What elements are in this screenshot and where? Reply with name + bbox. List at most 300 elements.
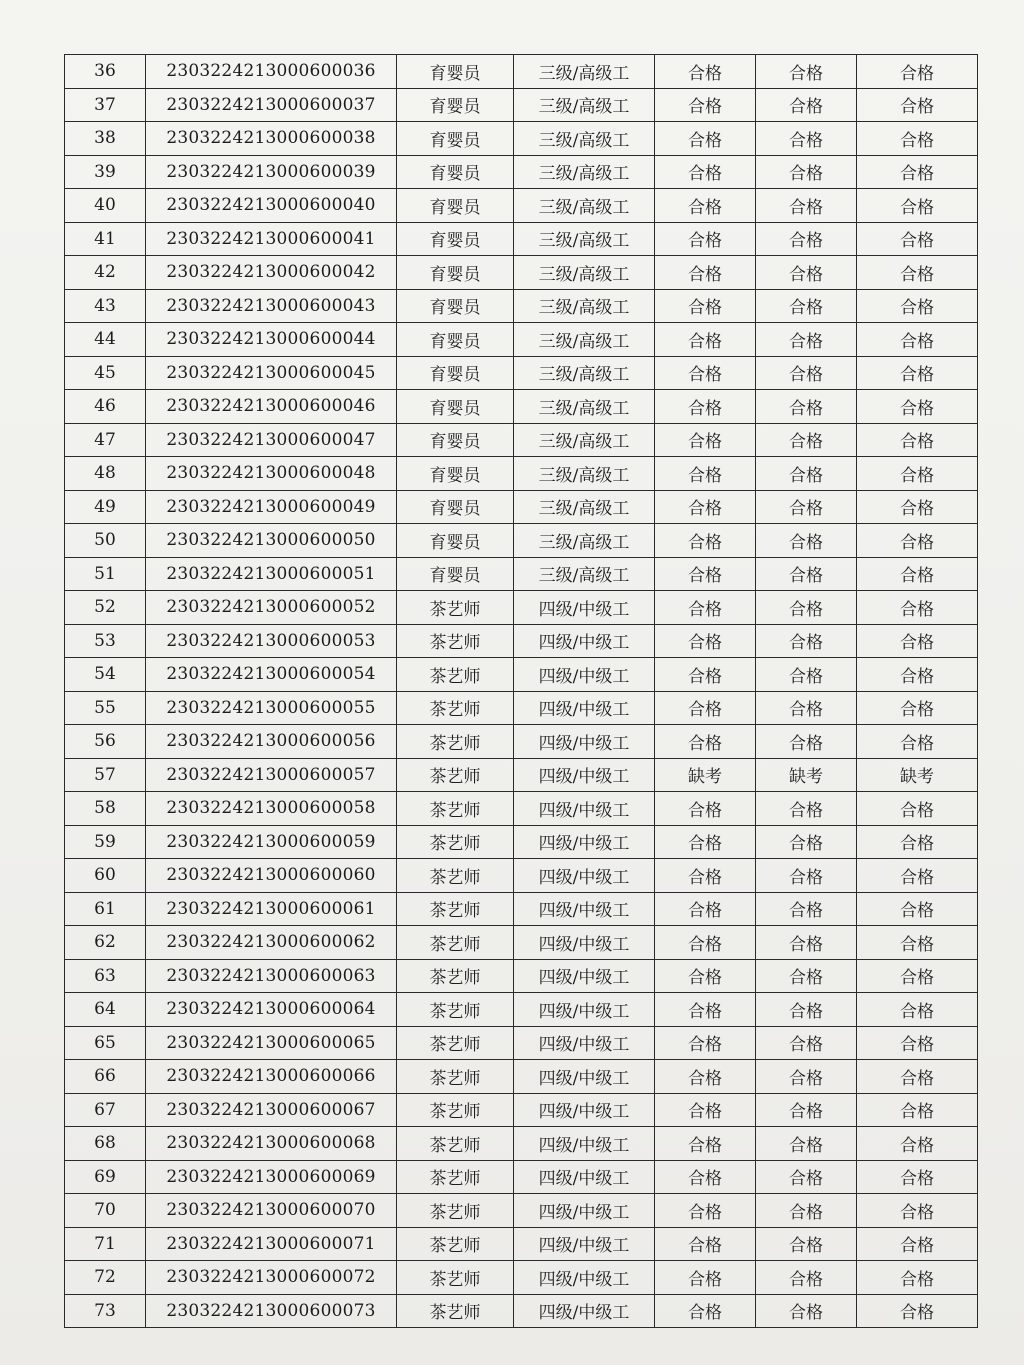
row-number-cell: 72 — [65, 1261, 146, 1295]
skill-level-cell: 三级/高级工 — [514, 524, 655, 558]
occupation-cell: 育婴员 — [397, 457, 514, 491]
certificate-id-cell: 2303224213000600072 — [146, 1261, 397, 1295]
skill-level-cell: 四级/中级工 — [514, 758, 655, 792]
row-number-cell: 62 — [65, 926, 146, 960]
result-1-cell: 合格 — [655, 88, 756, 122]
table-row — [65, 155, 978, 189]
table-row — [65, 959, 978, 993]
row-number-cell: 38 — [65, 122, 146, 156]
certificate-id-cell: 2303224213000600052 — [146, 591, 397, 625]
skill-level-cell: 三级/高级工 — [514, 423, 655, 457]
table-row — [65, 1227, 978, 1261]
result-2-cell: 合格 — [756, 624, 857, 658]
occupation-cell: 育婴员 — [397, 256, 514, 290]
certificate-id-cell: 2303224213000600071 — [146, 1227, 397, 1261]
row-number-cell: 50 — [65, 524, 146, 558]
result-2-cell: 合格 — [756, 1060, 857, 1094]
occupation-cell: 茶艺师 — [397, 1160, 514, 1194]
result-2-cell: 合格 — [756, 390, 857, 424]
result-3-cell: 合格 — [857, 1294, 978, 1328]
certificate-id-cell: 2303224213000600050 — [146, 524, 397, 558]
occupation-cell: 育婴员 — [397, 122, 514, 156]
table-row — [65, 1060, 978, 1094]
result-3-cell: 合格 — [857, 557, 978, 591]
skill-level-cell: 四级/中级工 — [514, 1026, 655, 1060]
result-3-cell: 合格 — [857, 993, 978, 1027]
certificate-id-cell: 2303224213000600068 — [146, 1127, 397, 1161]
result-1-cell: 合格 — [655, 725, 756, 759]
row-number-cell: 54 — [65, 658, 146, 692]
result-2-cell: 合格 — [756, 557, 857, 591]
row-number-cell: 41 — [65, 222, 146, 256]
certificate-id-cell: 2303224213000600059 — [146, 825, 397, 859]
table-row — [65, 323, 978, 357]
result-2-cell: 合格 — [756, 1294, 857, 1328]
row-number-cell: 42 — [65, 256, 146, 290]
row-number-cell: 63 — [65, 959, 146, 993]
table-row — [65, 1026, 978, 1060]
occupation-cell: 茶艺师 — [397, 591, 514, 625]
skill-level-cell: 四级/中级工 — [514, 892, 655, 926]
row-number-cell: 58 — [65, 792, 146, 826]
skill-level-cell: 四级/中级工 — [514, 1194, 655, 1228]
result-2-cell: 合格 — [756, 825, 857, 859]
row-number-cell: 37 — [65, 88, 146, 122]
certificate-id-cell: 2303224213000600058 — [146, 792, 397, 826]
result-2-cell: 合格 — [756, 591, 857, 625]
certificate-id-cell: 2303224213000600044 — [146, 323, 397, 357]
result-1-cell: 合格 — [655, 1127, 756, 1161]
result-1-cell: 缺考 — [655, 758, 756, 792]
certificate-id-cell: 2303224213000600036 — [146, 55, 397, 89]
result-1-cell: 合格 — [655, 423, 756, 457]
result-3-cell: 合格 — [857, 423, 978, 457]
result-3-cell: 合格 — [857, 256, 978, 290]
certificate-id-cell: 2303224213000600051 — [146, 557, 397, 591]
row-number-cell: 51 — [65, 557, 146, 591]
row-number-cell: 55 — [65, 691, 146, 725]
table-row — [65, 859, 978, 893]
certificate-id-cell: 2303224213000600040 — [146, 189, 397, 223]
result-2-cell: 合格 — [756, 892, 857, 926]
result-2-cell: 合格 — [756, 189, 857, 223]
certificate-id-cell: 2303224213000600041 — [146, 222, 397, 256]
result-1-cell: 合格 — [655, 457, 756, 491]
certificate-id-cell: 2303224213000600048 — [146, 457, 397, 491]
skill-level-cell: 三级/高级工 — [514, 323, 655, 357]
result-2-cell: 合格 — [756, 524, 857, 558]
occupation-cell: 茶艺师 — [397, 859, 514, 893]
result-1-cell: 合格 — [655, 1060, 756, 1094]
row-number-cell: 40 — [65, 189, 146, 223]
skill-level-cell: 三级/高级工 — [514, 390, 655, 424]
certificate-id-cell: 2303224213000600055 — [146, 691, 397, 725]
table-row — [65, 1194, 978, 1228]
table-row — [65, 691, 978, 725]
skill-level-cell: 四级/中级工 — [514, 1261, 655, 1295]
skill-level-cell: 四级/中级工 — [514, 1227, 655, 1261]
row-number-cell: 69 — [65, 1160, 146, 1194]
occupation-cell: 育婴员 — [397, 55, 514, 89]
result-1-cell: 合格 — [655, 1160, 756, 1194]
result-2-cell: 合格 — [756, 289, 857, 323]
row-number-cell: 59 — [65, 825, 146, 859]
skill-level-cell: 四级/中级工 — [514, 1060, 655, 1094]
certificate-id-cell: 2303224213000600053 — [146, 624, 397, 658]
result-1-cell: 合格 — [655, 691, 756, 725]
occupation-cell: 育婴员 — [397, 524, 514, 558]
skill-level-cell: 三级/高级工 — [514, 155, 655, 189]
result-1-cell: 合格 — [655, 1026, 756, 1060]
skill-level-cell: 四级/中级工 — [514, 691, 655, 725]
result-2-cell: 合格 — [756, 725, 857, 759]
result-1-cell: 合格 — [655, 122, 756, 156]
result-3-cell: 合格 — [857, 792, 978, 826]
result-2-cell: 合格 — [756, 88, 857, 122]
result-2-cell: 合格 — [756, 155, 857, 189]
skill-level-cell: 四级/中级工 — [514, 624, 655, 658]
certificate-id-cell: 2303224213000600065 — [146, 1026, 397, 1060]
row-number-cell: 57 — [65, 758, 146, 792]
row-number-cell: 70 — [65, 1194, 146, 1228]
certificate-id-cell: 2303224213000600063 — [146, 959, 397, 993]
result-2-cell: 合格 — [756, 691, 857, 725]
occupation-cell: 茶艺师 — [397, 658, 514, 692]
result-3-cell: 合格 — [857, 959, 978, 993]
table-row — [65, 758, 978, 792]
occupation-cell: 茶艺师 — [397, 1261, 514, 1295]
occupation-cell: 育婴员 — [397, 189, 514, 223]
result-3-cell: 合格 — [857, 55, 978, 89]
result-1-cell: 合格 — [655, 356, 756, 390]
row-number-cell: 73 — [65, 1294, 146, 1328]
row-number-cell: 46 — [65, 390, 146, 424]
result-1-cell: 合格 — [655, 256, 756, 290]
result-1-cell: 合格 — [655, 1194, 756, 1228]
result-1-cell: 合格 — [655, 792, 756, 826]
result-2-cell: 合格 — [756, 959, 857, 993]
result-1-cell: 合格 — [655, 323, 756, 357]
skill-level-cell: 四级/中级工 — [514, 792, 655, 826]
result-1-cell: 合格 — [655, 1227, 756, 1261]
result-2-cell: 合格 — [756, 1261, 857, 1295]
skill-level-cell: 三级/高级工 — [514, 122, 655, 156]
skill-level-cell: 四级/中级工 — [514, 825, 655, 859]
result-3-cell: 合格 — [857, 1261, 978, 1295]
skill-level-cell: 三级/高级工 — [514, 256, 655, 290]
occupation-cell: 育婴员 — [397, 88, 514, 122]
occupation-cell: 育婴员 — [397, 490, 514, 524]
result-3-cell: 合格 — [857, 490, 978, 524]
result-3-cell: 合格 — [857, 725, 978, 759]
result-2-cell: 合格 — [756, 1026, 857, 1060]
occupation-cell: 育婴员 — [397, 356, 514, 390]
row-number-cell: 43 — [65, 289, 146, 323]
skill-level-cell: 三级/高级工 — [514, 88, 655, 122]
result-2-cell: 合格 — [756, 423, 857, 457]
result-2-cell: 合格 — [756, 356, 857, 390]
skill-level-cell: 三级/高级工 — [514, 490, 655, 524]
result-2-cell: 合格 — [756, 792, 857, 826]
result-3-cell: 合格 — [857, 1127, 978, 1161]
result-3-cell: 合格 — [857, 658, 978, 692]
result-1-cell: 合格 — [655, 658, 756, 692]
occupation-cell: 育婴员 — [397, 222, 514, 256]
result-1-cell: 合格 — [655, 490, 756, 524]
result-3-cell: 合格 — [857, 524, 978, 558]
row-number-cell: 71 — [65, 1227, 146, 1261]
table-row — [65, 1127, 978, 1161]
result-1-cell: 合格 — [655, 1261, 756, 1295]
result-2-cell: 合格 — [756, 222, 857, 256]
skill-level-cell: 四级/中级工 — [514, 926, 655, 960]
row-number-cell: 68 — [65, 1127, 146, 1161]
occupation-cell: 茶艺师 — [397, 758, 514, 792]
row-number-cell: 48 — [65, 457, 146, 491]
occupation-cell: 育婴员 — [397, 289, 514, 323]
occupation-cell: 育婴员 — [397, 323, 514, 357]
result-1-cell: 合格 — [655, 222, 756, 256]
result-1-cell: 合格 — [655, 390, 756, 424]
row-number-cell: 56 — [65, 725, 146, 759]
table-row — [65, 390, 978, 424]
result-2-cell: 合格 — [756, 323, 857, 357]
certificate-id-cell: 2303224213000600067 — [146, 1093, 397, 1127]
table-row — [65, 356, 978, 390]
certificate-id-cell: 2303224213000600049 — [146, 490, 397, 524]
result-3-cell: 合格 — [857, 356, 978, 390]
table-row — [65, 1294, 978, 1328]
row-number-cell: 67 — [65, 1093, 146, 1127]
results-table-body — [65, 55, 978, 1328]
certificate-id-cell: 2303224213000600045 — [146, 356, 397, 390]
result-3-cell: 合格 — [857, 1060, 978, 1094]
row-number-cell: 44 — [65, 323, 146, 357]
table-row — [65, 792, 978, 826]
certificate-id-cell: 2303224213000600066 — [146, 1060, 397, 1094]
row-number-cell: 39 — [65, 155, 146, 189]
result-3-cell: 合格 — [857, 591, 978, 625]
row-number-cell: 66 — [65, 1060, 146, 1094]
occupation-cell: 茶艺师 — [397, 825, 514, 859]
row-number-cell: 47 — [65, 423, 146, 457]
result-2-cell: 合格 — [756, 1093, 857, 1127]
occupation-cell: 茶艺师 — [397, 1060, 514, 1094]
skill-level-cell: 四级/中级工 — [514, 1127, 655, 1161]
table-row — [65, 1160, 978, 1194]
table-row — [65, 55, 978, 89]
row-number-cell: 53 — [65, 624, 146, 658]
skill-level-cell: 三级/高级工 — [514, 457, 655, 491]
result-1-cell: 合格 — [655, 1294, 756, 1328]
certificate-id-cell: 2303224213000600070 — [146, 1194, 397, 1228]
result-1-cell: 合格 — [655, 926, 756, 960]
result-2-cell: 合格 — [756, 256, 857, 290]
result-3-cell: 缺考 — [857, 758, 978, 792]
skill-level-cell: 四级/中级工 — [514, 1093, 655, 1127]
result-3-cell: 合格 — [857, 624, 978, 658]
result-1-cell: 合格 — [655, 892, 756, 926]
result-3-cell: 合格 — [857, 122, 978, 156]
result-3-cell: 合格 — [857, 1194, 978, 1228]
result-3-cell: 合格 — [857, 457, 978, 491]
result-1-cell: 合格 — [655, 993, 756, 1027]
result-3-cell: 合格 — [857, 390, 978, 424]
result-2-cell: 合格 — [756, 859, 857, 893]
results-table — [64, 54, 978, 1328]
table-row — [65, 289, 978, 323]
row-number-cell: 49 — [65, 490, 146, 524]
occupation-cell: 育婴员 — [397, 557, 514, 591]
occupation-cell: 茶艺师 — [397, 959, 514, 993]
result-1-cell: 合格 — [655, 524, 756, 558]
table-row — [65, 88, 978, 122]
certificate-id-cell: 2303224213000600039 — [146, 155, 397, 189]
skill-level-cell: 四级/中级工 — [514, 859, 655, 893]
occupation-cell: 育婴员 — [397, 155, 514, 189]
result-1-cell: 合格 — [655, 557, 756, 591]
result-3-cell: 合格 — [857, 155, 978, 189]
certificate-id-cell: 2303224213000600038 — [146, 122, 397, 156]
certificate-id-cell: 2303224213000600060 — [146, 859, 397, 893]
certificate-id-cell: 2303224213000600073 — [146, 1294, 397, 1328]
result-1-cell: 合格 — [655, 591, 756, 625]
certificate-id-cell: 2303224213000600061 — [146, 892, 397, 926]
result-2-cell: 合格 — [756, 1194, 857, 1228]
table-row — [65, 557, 978, 591]
certificate-id-cell: 2303224213000600069 — [146, 1160, 397, 1194]
occupation-cell: 茶艺师 — [397, 1093, 514, 1127]
certificate-id-cell: 2303224213000600047 — [146, 423, 397, 457]
result-3-cell: 合格 — [857, 1093, 978, 1127]
occupation-cell: 育婴员 — [397, 423, 514, 457]
row-number-cell: 36 — [65, 55, 146, 89]
result-1-cell: 合格 — [655, 155, 756, 189]
result-1-cell: 合格 — [655, 1093, 756, 1127]
table-row — [65, 993, 978, 1027]
result-2-cell: 合格 — [756, 1227, 857, 1261]
row-number-cell: 60 — [65, 859, 146, 893]
occupation-cell: 茶艺师 — [397, 691, 514, 725]
certificate-id-cell: 2303224213000600043 — [146, 289, 397, 323]
row-number-cell: 61 — [65, 892, 146, 926]
occupation-cell: 茶艺师 — [397, 725, 514, 759]
certificate-id-cell: 2303224213000600054 — [146, 658, 397, 692]
table-row — [65, 490, 978, 524]
skill-level-cell: 四级/中级工 — [514, 725, 655, 759]
skill-level-cell: 四级/中级工 — [514, 993, 655, 1027]
table-row — [65, 457, 978, 491]
table-row — [65, 658, 978, 692]
row-number-cell: 52 — [65, 591, 146, 625]
result-3-cell: 合格 — [857, 1026, 978, 1060]
occupation-cell: 茶艺师 — [397, 1227, 514, 1261]
result-1-cell: 合格 — [655, 859, 756, 893]
result-2-cell: 合格 — [756, 926, 857, 960]
result-1-cell: 合格 — [655, 189, 756, 223]
occupation-cell: 茶艺师 — [397, 624, 514, 658]
table-row — [65, 591, 978, 625]
skill-level-cell: 四级/中级工 — [514, 658, 655, 692]
occupation-cell: 育婴员 — [397, 390, 514, 424]
table-row — [65, 423, 978, 457]
skill-level-cell: 三级/高级工 — [514, 189, 655, 223]
result-3-cell: 合格 — [857, 323, 978, 357]
table-row — [65, 1093, 978, 1127]
table-row — [65, 122, 978, 156]
certificate-id-cell: 2303224213000600057 — [146, 758, 397, 792]
result-2-cell: 缺考 — [756, 758, 857, 792]
table-row — [65, 256, 978, 290]
table-row — [65, 524, 978, 558]
occupation-cell: 茶艺师 — [397, 892, 514, 926]
row-number-cell: 45 — [65, 356, 146, 390]
row-number-cell: 65 — [65, 1026, 146, 1060]
occupation-cell: 茶艺师 — [397, 1026, 514, 1060]
result-3-cell: 合格 — [857, 1227, 978, 1261]
result-2-cell: 合格 — [756, 658, 857, 692]
result-2-cell: 合格 — [756, 55, 857, 89]
result-2-cell: 合格 — [756, 1127, 857, 1161]
result-2-cell: 合格 — [756, 1160, 857, 1194]
occupation-cell: 茶艺师 — [397, 792, 514, 826]
skill-level-cell: 三级/高级工 — [514, 356, 655, 390]
table-row — [65, 1261, 978, 1295]
occupation-cell: 茶艺师 — [397, 1127, 514, 1161]
skill-level-cell: 三级/高级工 — [514, 222, 655, 256]
skill-level-cell: 四级/中级工 — [514, 959, 655, 993]
result-2-cell: 合格 — [756, 457, 857, 491]
occupation-cell: 茶艺师 — [397, 926, 514, 960]
skill-level-cell: 四级/中级工 — [514, 591, 655, 625]
occupation-cell: 茶艺师 — [397, 993, 514, 1027]
result-2-cell: 合格 — [756, 993, 857, 1027]
result-3-cell: 合格 — [857, 825, 978, 859]
occupation-cell: 茶艺师 — [397, 1194, 514, 1228]
certificate-id-cell: 2303224213000600064 — [146, 993, 397, 1027]
table-row — [65, 892, 978, 926]
result-1-cell: 合格 — [655, 289, 756, 323]
result-3-cell: 合格 — [857, 691, 978, 725]
result-1-cell: 合格 — [655, 624, 756, 658]
skill-level-cell: 四级/中级工 — [514, 1294, 655, 1328]
result-1-cell: 合格 — [655, 825, 756, 859]
certificate-id-cell: 2303224213000600046 — [146, 390, 397, 424]
result-3-cell: 合格 — [857, 859, 978, 893]
certificate-id-cell: 2303224213000600042 — [146, 256, 397, 290]
table-row — [65, 725, 978, 759]
skill-level-cell: 四级/中级工 — [514, 1160, 655, 1194]
skill-level-cell: 三级/高级工 — [514, 289, 655, 323]
certificate-id-cell: 2303224213000600056 — [146, 725, 397, 759]
result-2-cell: 合格 — [756, 122, 857, 156]
result-1-cell: 合格 — [655, 55, 756, 89]
skill-level-cell: 三级/高级工 — [514, 55, 655, 89]
result-3-cell: 合格 — [857, 189, 978, 223]
result-3-cell: 合格 — [857, 289, 978, 323]
result-2-cell: 合格 — [756, 490, 857, 524]
table-row — [65, 222, 978, 256]
table-row — [65, 926, 978, 960]
result-3-cell: 合格 — [857, 88, 978, 122]
table-row — [65, 189, 978, 223]
row-number-cell: 64 — [65, 993, 146, 1027]
result-3-cell: 合格 — [857, 892, 978, 926]
certificate-id-cell: 2303224213000600062 — [146, 926, 397, 960]
skill-level-cell: 三级/高级工 — [514, 557, 655, 591]
result-3-cell: 合格 — [857, 926, 978, 960]
result-3-cell: 合格 — [857, 222, 978, 256]
